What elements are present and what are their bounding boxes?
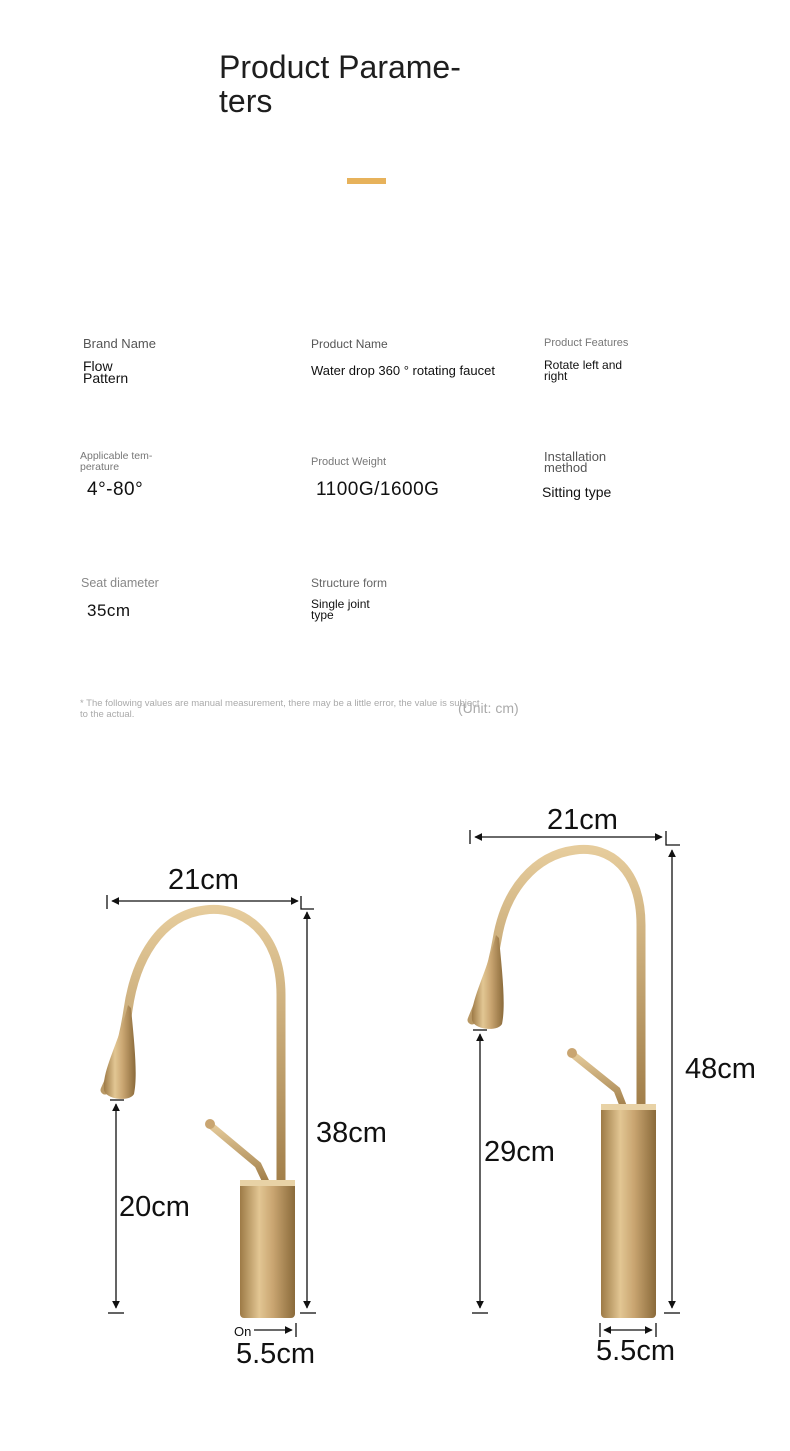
param-seat-diameter [81, 577, 159, 621]
product-weight-value: 1100G/1600G [316, 479, 440, 500]
left-width-label: 21cm [168, 864, 239, 896]
faucet-left [104, 864, 387, 1370]
product-features-label: Product Features [544, 337, 629, 349]
brand-name-value: Flow Pattern [83, 358, 129, 386]
product-weight-label: Product Weight [311, 456, 387, 468]
structure-form-label: Structure form [311, 576, 388, 590]
left-base-label: 5.5cm [236, 1338, 315, 1370]
param-product-name [311, 338, 495, 377]
product-features-value: Rotate left and right [544, 358, 623, 383]
brand-name-label: Brand Name [83, 336, 156, 351]
page-title: Product Parame- ters [219, 49, 461, 119]
param-brand-name [83, 338, 156, 384]
structure-form-value: Single joint type [311, 597, 370, 622]
right-base-label: 5.5cm [596, 1335, 675, 1367]
faucet-dimension-diagram [0, 780, 790, 1400]
installation-label: Installation method [544, 449, 607, 475]
right-height-label: 48cm [685, 1053, 756, 1085]
seat-diameter-value: 35cm [87, 601, 131, 620]
right-spout-height-label: 29cm [484, 1136, 555, 1168]
seat-diameter-label: Seat diameter [81, 576, 159, 590]
left-spout-height-label: 20cm [119, 1191, 190, 1223]
unit-note: (Unit: cm) [458, 700, 519, 716]
right-width-label: 21cm [547, 804, 618, 836]
param-structure-form [311, 577, 387, 621]
installation-value: Sitting type [542, 484, 612, 500]
param-product-weight [311, 457, 439, 500]
left-base-prefix: On [234, 1324, 252, 1339]
product-name-value: Water drop 360 ° rotating faucet [311, 363, 495, 378]
measurement-footnote: * The following values are manual measurement, there may be a little error, the value is subject to the actual. [80, 698, 480, 720]
applicable-temp-label: Applicable tem- perature [80, 450, 153, 473]
param-applicable-temperature [80, 451, 152, 500]
param-installation-method [544, 451, 611, 500]
applicable-temp-value: 4°-80° [87, 479, 144, 500]
title-accent-bar [347, 178, 386, 184]
faucet-right [470, 804, 756, 1367]
param-product-features [544, 338, 628, 382]
product-name-label: Product Name [311, 337, 388, 351]
left-height-label: 38cm [316, 1117, 387, 1149]
